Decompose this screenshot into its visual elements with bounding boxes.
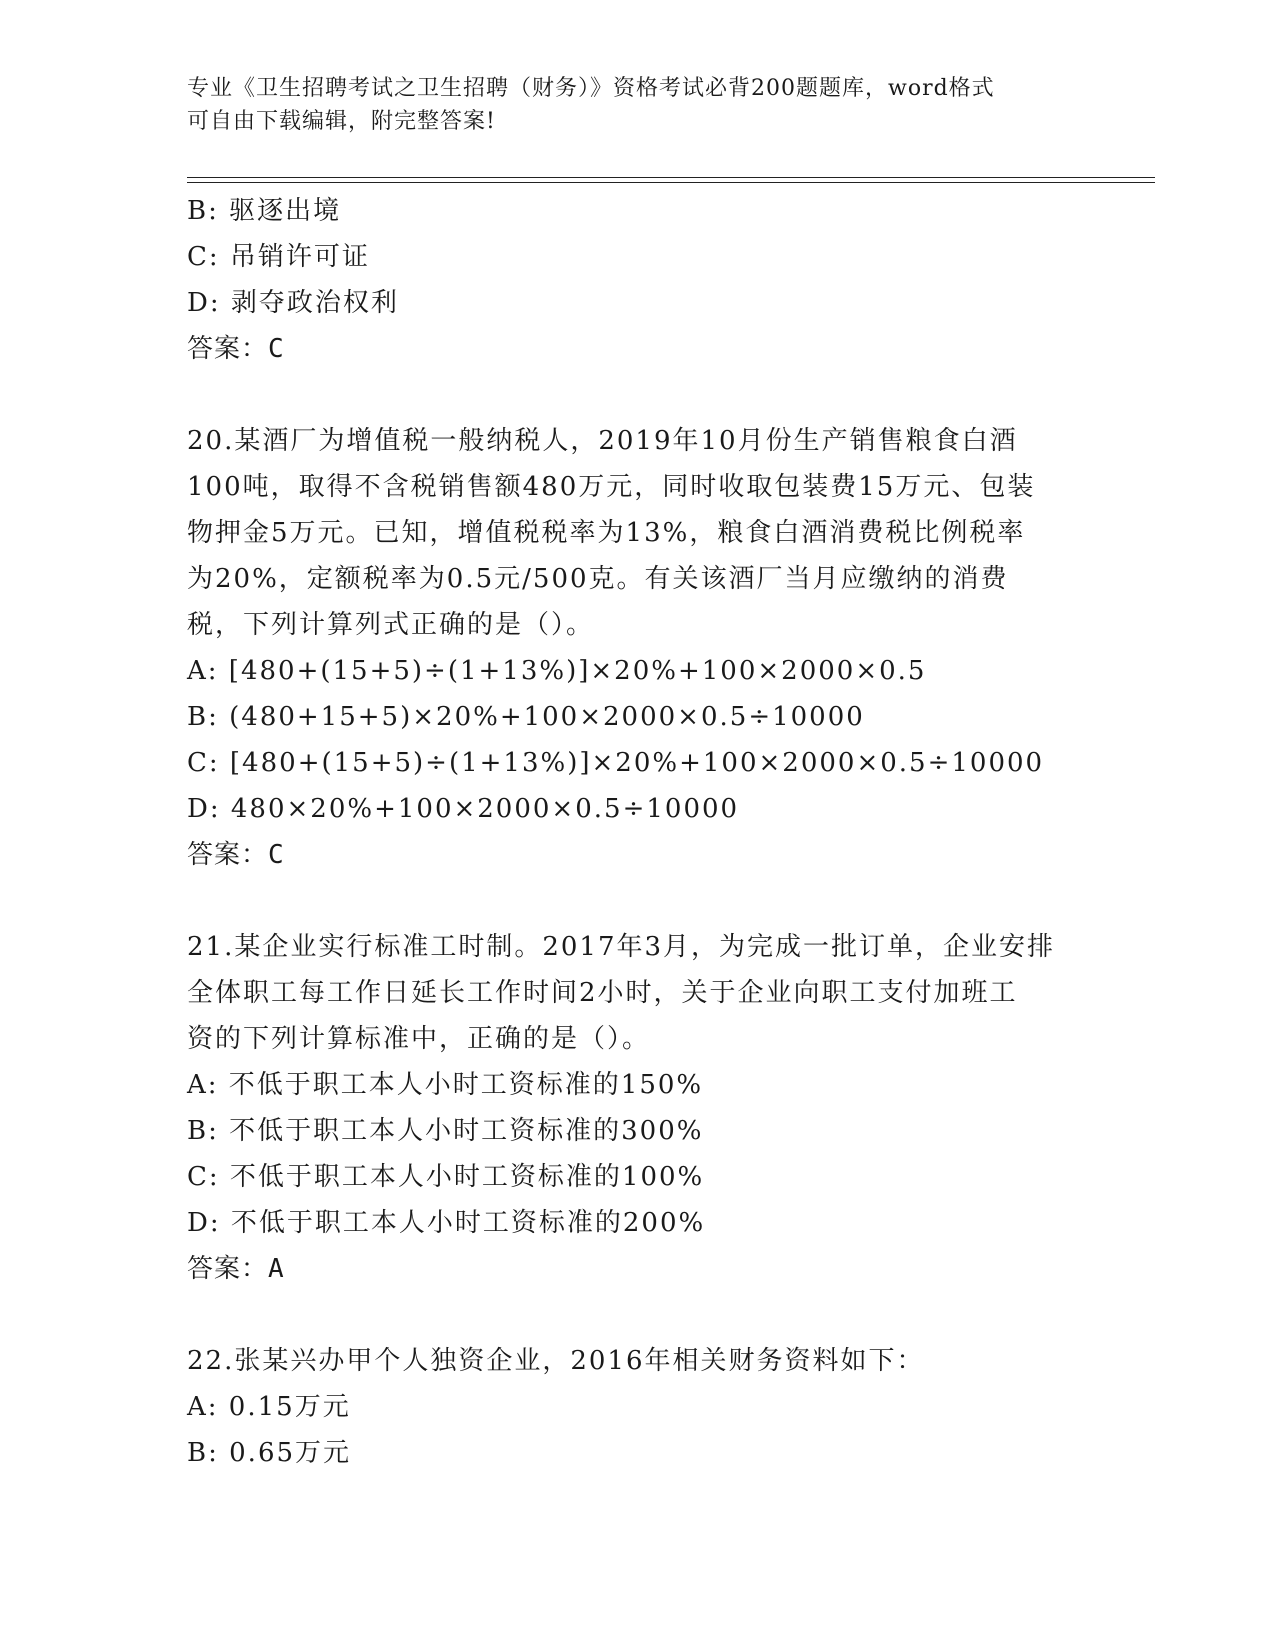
text-line: 22.张某兴办甲个人独资企业，2016年相关财务资料如下： [187, 1346, 925, 1376]
question-content [187, 188, 1107, 1476]
header-line-2: 可自由下载编辑，附完整答案! [187, 109, 496, 134]
text-line: D: 480×20%+100×2000×0.5÷10000 [187, 794, 740, 824]
text-line: B: 不低于职工本人小时工资标准的300% [187, 1116, 704, 1146]
text-line: 100吨，取得不含税销售额480万元，同时收取包装费15万元、包装 [187, 472, 1036, 502]
answer-line: 答案：C [187, 334, 285, 364]
text-line: A: [480+(15+5)÷(1+13%)]×20%+100×2000×0.5 [187, 656, 927, 686]
spacer [187, 372, 1107, 418]
header-rule-bottom [187, 182, 1155, 183]
text-line: C: [480+(15+5)÷(1+13%)]×20%+100×2000×0.5÷10000 [187, 748, 1045, 778]
text-line: 全体职工每工作日延长工作时间2小时，关于企业向职工支付加班工 [187, 978, 1018, 1008]
text-line: 物押金5万元。已知，增值税税率为13%，粮食白酒消费税比例税率 [187, 518, 1026, 548]
text-line: B: 驱逐出境 [187, 196, 342, 226]
text-line: 资的下列计算标准中，正确的是（）。 [187, 1024, 651, 1054]
text-line: 为20%，定额税率为0.5元/500克。有关该酒厂当月应缴纳的消费 [187, 564, 1009, 594]
text-line: D: 剥夺政治权利 [187, 288, 399, 318]
header-line-1: 专业《卫生招聘考试之卫生招聘（财务）》资格考试必背200题题库，word格式 [187, 76, 995, 101]
text-line: C: 不低于职工本人小时工资标准的100% [187, 1162, 705, 1192]
text-line: A: 0.15万元 [187, 1392, 351, 1422]
spacer [187, 1292, 1107, 1338]
header-rule-top [187, 177, 1155, 178]
text-line: 21.某企业实行标准工时制。2017年3月，为完成一批订单，企业安排 [187, 932, 1056, 962]
text-line: C: 吊销许可证 [187, 242, 370, 272]
spacer [187, 878, 1107, 924]
answer-line: 答案：C [187, 840, 285, 870]
text-line: A: 不低于职工本人小时工资标准的150% [187, 1070, 704, 1100]
text-line: D: 不低于职工本人小时工资标准的200% [187, 1208, 706, 1238]
text-line: 20.某酒厂为增值税一般纳税人，2019年10月份生产销售粮食白酒 [187, 426, 1018, 456]
document-header [187, 72, 1087, 138]
text-line: B: 0.65万元 [187, 1438, 352, 1468]
answer-line: 答案：A [187, 1254, 285, 1284]
text-line: 税，下列计算列式正确的是（）。 [187, 610, 595, 640]
text-line: B: (480+15+5)×20%+100×2000×0.5÷10000 [187, 702, 865, 732]
